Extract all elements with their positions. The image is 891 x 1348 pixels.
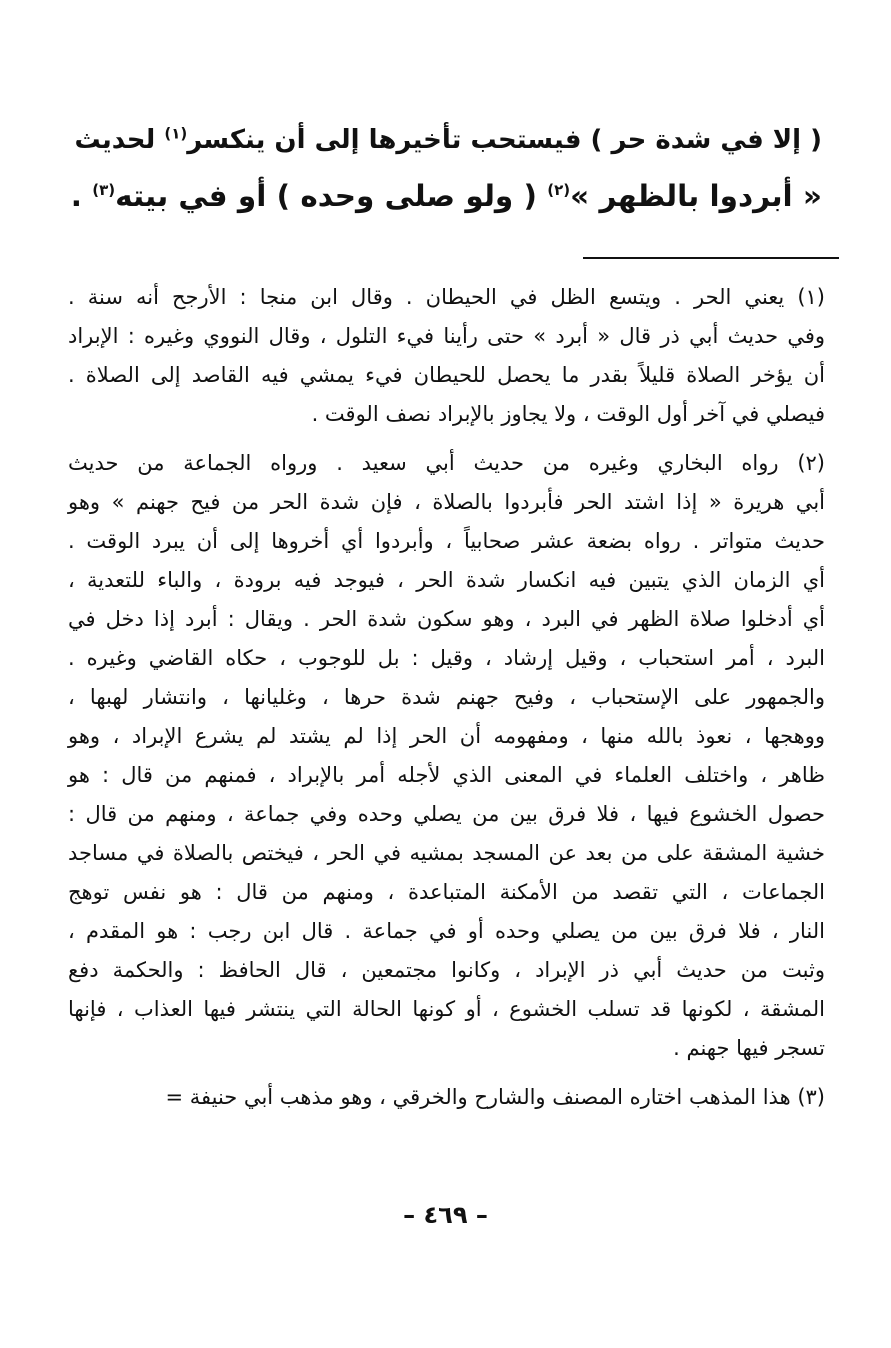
footnote-line: وثبت من حديث أبي ذر الإبراد ، وكانوا مجتمعين ، قال الحافظ : والحكمة دفع bbox=[68, 958, 825, 982]
main-text-line-1 bbox=[70, 112, 822, 168]
main-text-segment: ( إلا في شدة حر ) فيستحب تأخيرها إلى أن ينكسر bbox=[187, 125, 822, 155]
footnote-line: البرد ، أمر استحباب ، وقيل إرشاد ، وقيل : بل للوجوب ، حكاه القاضي وغيره . bbox=[68, 646, 825, 670]
main-text-block bbox=[70, 112, 822, 224]
footnote-line: (١) يعني الحر . ويتسع الظل في الحيطان . وقال ابن منجا : الأرجح أنه سنة . bbox=[68, 285, 825, 309]
footnote-line: ظاهر ، واختلف العلماء في المعنى الذي لأجله أمر بالإبراد ، فمنهم من قال : هو bbox=[68, 763, 825, 787]
footnote-line: الجماعات ، التي تقصد من الأمكنة المتباعدة ، ومنهم من قال : هو نفس توهج bbox=[68, 880, 825, 904]
footnote-line: أي الزمان الذي يتبين فيه انكسار شدة الحر ، فيوجد فيه برودة ، والباء للتعدية ، bbox=[68, 568, 825, 592]
footnote-1 bbox=[68, 278, 825, 434]
footnote-line: (٢) رواه البخاري وغيره من حديث أبي سعيد . ورواه الجماعة من حديث bbox=[68, 451, 825, 475]
footnote-line: خشية المشقة على من بعد عن المسجد بمشيه في الحر ، فيختص بالصلاة في مساجد bbox=[68, 841, 825, 865]
footnote-divider bbox=[583, 257, 839, 259]
footnote-2 bbox=[68, 444, 825, 1068]
footnote-line: حديث متواتر . رواه بضعة عشر صحابياً ، وأبردوا أي أخروها إلى أن يبرد الوقت . bbox=[68, 529, 825, 553]
footnote-3 bbox=[68, 1078, 825, 1117]
footnote-line: المشقة ، لكونها قد تسلب الخشوع ، أو كونها الحالة التي ينتشر فيها العذاب ، فإنها bbox=[68, 997, 825, 1021]
footnote-ref-1: (١) bbox=[164, 124, 188, 143]
footnote-line: والجمهور على الإستحباب ، وفيح جهنم شدة حرها ، وغليانها ، وانتشار لهبها ، bbox=[68, 685, 825, 709]
footnote-line: (٣) هذا المذهب اختاره المصنف والشارح والخرقي ، وهو مذهب أبي حنيفة = bbox=[165, 1085, 825, 1109]
footnotes-section bbox=[68, 278, 825, 1127]
footnote-ref-3: (٣) bbox=[92, 181, 116, 200]
footnote-line: أن يؤخر الصلاة قليلاً بقدر ما يحصل للحيطان فيء يمشي فيه القاصد إلى الصلاة . bbox=[68, 363, 825, 387]
footnote-line: فيصلي في آخر أول الوقت ، ولا يجاوز بالإبراد نصف الوقت . bbox=[311, 402, 825, 426]
footnote-line: ووهجها ، نعوذ بالله منها ، ومفهومه أن الحر إذا لم يشتد لم يشرع الإبراد ، وهو bbox=[68, 724, 825, 748]
main-text-segment: ( ولو صلى وحده ) أو في بيته bbox=[115, 179, 537, 213]
page-number: – ٤٦٩ – bbox=[403, 1201, 488, 1229]
footnote-line: وفي حديث أبي ذر قال « أبرد » حتى رأينا فيء التلول ، وقال النووي وغيره : الإبراد bbox=[68, 324, 825, 348]
main-text-segment: لحديث bbox=[74, 125, 156, 155]
main-text-segment: . bbox=[70, 179, 82, 213]
main-text-line-2 bbox=[70, 168, 822, 224]
footnote-line: حصول الخشوع فيها ، فلا فرق بين من يصلي وحده وفي جماعة ، ومنهم من قال : bbox=[68, 802, 825, 826]
main-text-segment: « أبردوا بالظهر » bbox=[570, 179, 822, 213]
footnote-line: أي أدخلوا صلاة الظهر في البرد ، وهو سكون شدة الحر . ويقال : أبرد إذا دخل في bbox=[68, 607, 825, 631]
footnote-line: أبي هريرة « إذا اشتد الحر فأبردوا بالصلاة ، فإن شدة الحر من فيح جهنم » وهو bbox=[68, 490, 825, 514]
footnote-line: النار ، فلا فرق بين من يصلي وحده أو في جماعة . قال ابن رجب : هو المقدم ، bbox=[68, 919, 825, 943]
footnote-ref-2: (٢) bbox=[547, 181, 571, 200]
footnote-line: تسجر فيها جهنم . bbox=[673, 1036, 825, 1060]
